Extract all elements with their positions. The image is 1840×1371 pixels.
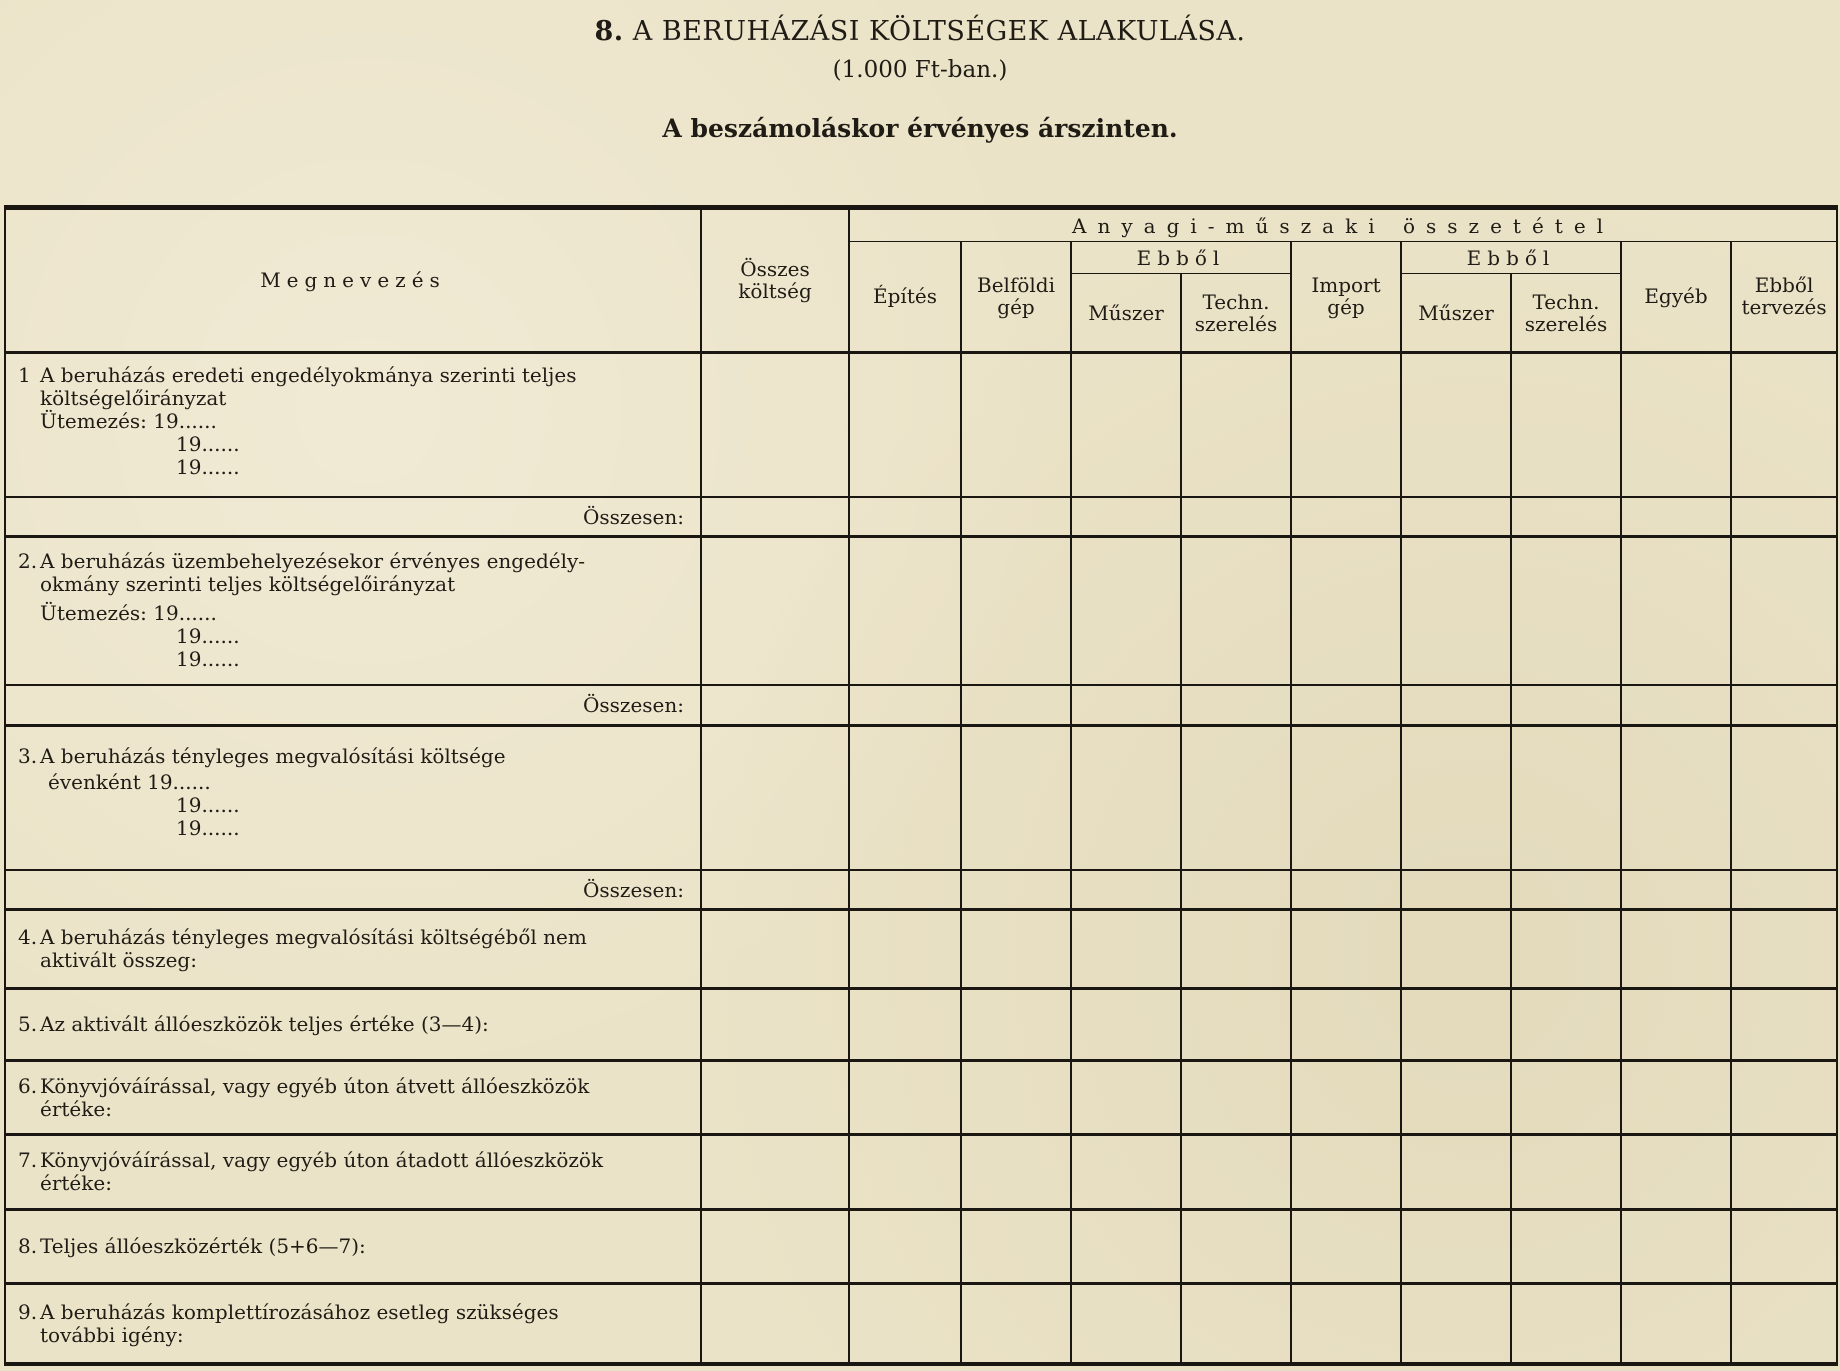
cell-empty: [1511, 537, 1621, 686]
cell-empty: [1621, 497, 1731, 537]
cell-empty: [701, 537, 849, 686]
cell-empty: [1511, 1209, 1621, 1283]
cell-empty: [1181, 910, 1291, 988]
cell-empty: [1731, 1135, 1837, 1209]
cell-empty: [1621, 910, 1731, 988]
cell-empty: [1731, 685, 1837, 725]
cell-empty: [1291, 1060, 1401, 1134]
schedule-label: Ütemezés:: [40, 601, 147, 626]
row-text-line1: A beruházás tényleges megvalósítási költsége: [40, 743, 506, 768]
cell-empty: [1071, 685, 1181, 725]
cell-empty: [1621, 1060, 1731, 1134]
table-row-4: [5, 910, 1837, 988]
cell-empty: [1071, 1135, 1181, 1209]
year-line: 19......: [176, 454, 240, 479]
row-label-1: [5, 352, 701, 497]
cell-empty: [1181, 537, 1291, 686]
cell-empty: [1401, 1209, 1511, 1283]
row-label-2: [5, 537, 701, 686]
cell-empty: [1511, 685, 1621, 725]
year-line: 19......: [176, 815, 240, 840]
cell-empty: [1511, 870, 1621, 910]
cell-empty: [1731, 1284, 1837, 1364]
cell-empty: [1181, 1284, 1291, 1364]
row-text-line2: további igény:: [40, 1322, 184, 1347]
section-number: 8.: [594, 16, 624, 47]
col-header-tech-install-1: Techn. szerelés: [1181, 274, 1291, 352]
cell-empty: [1401, 1135, 1511, 1209]
cell-empty: [1071, 1284, 1181, 1364]
cell-empty: [1621, 537, 1731, 686]
cell-empty: [701, 910, 849, 988]
row-text-line1: A beruházás eredeti engedélyokmánya szerinti teljes: [40, 362, 577, 387]
section-title: [0, 16, 1840, 47]
cell-empty: [1071, 870, 1181, 910]
cell-empty: [1071, 910, 1181, 988]
row-text-line1: A beruházás üzembehelyezésekor érvényes engedély-: [40, 549, 586, 574]
schedule-label: Ütemezés:: [40, 408, 147, 433]
col-header-building: Építés: [849, 242, 961, 353]
cell-empty: [849, 1209, 961, 1283]
row-number: 2.: [18, 549, 38, 574]
cell-empty: [1071, 352, 1181, 497]
row-text-line1: Könyvjóváírással, vagy egyéb úton átadott állóeszközök: [40, 1147, 604, 1172]
table-row-3: [5, 725, 1837, 870]
cell-empty: [1401, 1284, 1511, 1364]
row-number: 7.: [18, 1147, 38, 1172]
table-row-9: [5, 1284, 1837, 1364]
row-number: 1: [18, 362, 31, 387]
year-line: 19......: [153, 408, 217, 433]
row-number: 6.: [18, 1073, 38, 1098]
cell-empty: [849, 537, 961, 686]
cell-empty: [1401, 497, 1511, 537]
cell-empty: [849, 870, 961, 910]
cell-empty: [1291, 497, 1401, 537]
cell-empty: [849, 1284, 961, 1364]
row-text-line2: aktivált összeg:: [40, 947, 197, 972]
col-header-other: Egyéb: [1621, 242, 1731, 353]
cell-empty: [1071, 1209, 1181, 1283]
cell-empty: [1511, 1060, 1621, 1134]
cell-empty: [701, 725, 849, 870]
col-header-instrument-1: Műszer: [1071, 274, 1181, 352]
total-label: Összesen:: [5, 870, 701, 910]
cell-empty: [1731, 1209, 1837, 1283]
price-level-note: A beszámoláskor érvényes árszinten.: [662, 114, 1178, 143]
table-row-2: [5, 537, 1837, 686]
table-row-7: [5, 1135, 1837, 1209]
cell-empty: [1731, 537, 1837, 686]
col-header-tech-install-2: Techn. szerelés: [1511, 274, 1621, 352]
cell-empty: [1621, 988, 1731, 1060]
cell-empty: [961, 352, 1071, 497]
col-header-total-cost: Összes költség: [701, 208, 849, 353]
cell-empty: [1181, 1209, 1291, 1283]
row-label-8: [5, 1209, 701, 1283]
row-label-6: [5, 1060, 701, 1134]
cell-empty: [1071, 725, 1181, 870]
cell-empty: [849, 725, 961, 870]
cell-empty: [961, 870, 1071, 910]
cell-empty: [701, 685, 849, 725]
cell-empty: [1511, 352, 1621, 497]
year-line: 19......: [176, 624, 240, 649]
cell-empty: [1731, 870, 1837, 910]
cell-empty: [1621, 1209, 1731, 1283]
cell-empty: [1511, 725, 1621, 870]
cell-empty: [1401, 988, 1511, 1060]
cell-empty: [849, 1060, 961, 1134]
cell-empty: [701, 988, 849, 1060]
cell-empty: [1401, 1060, 1511, 1134]
cell-empty: [849, 910, 961, 988]
cell-empty: [1731, 725, 1837, 870]
table-row-6: [5, 1060, 1837, 1134]
row-label-3: [5, 725, 701, 870]
cell-empty: [1731, 497, 1837, 537]
row-text-line1: Teljes állóeszközérték (5+6—7):: [40, 1233, 366, 1258]
row-text-line2: értéke:: [40, 1170, 112, 1195]
total-label: Összesen:: [5, 497, 701, 537]
year-line: 19......: [176, 431, 240, 456]
cell-empty: [701, 1060, 849, 1134]
cell-empty: [961, 1209, 1071, 1283]
cell-empty: [849, 685, 961, 725]
total-row-3: [5, 870, 1837, 910]
table-row-5: [5, 988, 1837, 1060]
cell-empty: [1731, 988, 1837, 1060]
cell-empty: [1621, 725, 1731, 870]
year-line: 19......: [147, 769, 211, 794]
cell-empty: [1401, 725, 1511, 870]
cell-empty: [1621, 685, 1731, 725]
total-row-1: [5, 497, 1837, 537]
row-text-line2: költségelőirányzat: [40, 385, 227, 410]
cell-empty: [701, 870, 849, 910]
cell-empty: [1181, 1060, 1291, 1134]
col-header-import-machine: Import gép: [1291, 242, 1401, 353]
cell-empty: [1181, 352, 1291, 497]
cell-empty: [701, 497, 849, 537]
col-header-design: Ebből tervezés: [1731, 242, 1837, 353]
row-number: 4.: [18, 924, 38, 949]
cell-empty: [701, 1284, 849, 1364]
cell-empty: [849, 497, 961, 537]
cell-empty: [1621, 1135, 1731, 1209]
schedule-label: évenként: [48, 769, 141, 794]
row-text-line1: Az aktivált állóeszközök teljes értéke (3—4):: [40, 1011, 489, 1036]
total-label: Összesen:: [5, 685, 701, 725]
cell-empty: [1181, 725, 1291, 870]
cell-empty: [1181, 988, 1291, 1060]
cell-empty: [1071, 1060, 1181, 1134]
row-text-line1: Könyvjóváírással, vagy egyéb úton átvett állóeszközök: [40, 1073, 590, 1098]
cell-empty: [1401, 910, 1511, 988]
cell-empty: [961, 1284, 1071, 1364]
row-number: 3.: [18, 743, 38, 768]
header-row-1: [5, 208, 1837, 242]
table-row-1: [5, 352, 1837, 497]
cell-empty: [1291, 870, 1401, 910]
row-text-line1: A beruházás tényleges megvalósítási költségéből nem: [40, 924, 587, 949]
cell-empty: [961, 685, 1071, 725]
cell-empty: [1291, 725, 1401, 870]
unit-note: (1.000 Ft-ban.): [832, 57, 1008, 83]
row-label-9: [5, 1284, 701, 1364]
cell-empty: [1291, 537, 1401, 686]
table-row-8: [5, 1209, 1837, 1283]
investment-cost-table: [4, 205, 1838, 1366]
row-label-7: [5, 1135, 701, 1209]
row-number: 8.: [18, 1233, 38, 1258]
col-header-domestic-machine: Belföldi gép: [961, 242, 1071, 353]
row-text-line2: értéke:: [40, 1096, 112, 1121]
row-label-5: [5, 988, 701, 1060]
cell-empty: [1511, 1135, 1621, 1209]
cell-empty: [1291, 352, 1401, 497]
cell-empty: [1731, 910, 1837, 988]
row-text-line2: okmány szerinti teljes költségelőirányzat: [40, 572, 456, 597]
cell-empty: [1071, 988, 1181, 1060]
col-header-of-which-2: Ebből: [1401, 242, 1621, 274]
cell-empty: [1291, 1284, 1401, 1364]
cell-empty: [701, 352, 849, 497]
col-header-group: Anyagi-műszaki összetétel: [849, 208, 1837, 242]
col-header-of-which-1: Ebből: [1071, 242, 1291, 274]
row-label-4: [5, 910, 701, 988]
cell-empty: [1071, 537, 1181, 686]
cell-empty: [1731, 352, 1837, 497]
year-line: 19......: [153, 601, 217, 626]
cell-empty: [701, 1135, 849, 1209]
cell-empty: [1511, 910, 1621, 988]
cell-empty: [1291, 685, 1401, 725]
cell-empty: [1401, 870, 1511, 910]
cell-empty: [1511, 988, 1621, 1060]
cell-empty: [1511, 497, 1621, 537]
cell-empty: [1181, 497, 1291, 537]
cell-empty: [1401, 537, 1511, 686]
cell-empty: [1621, 870, 1731, 910]
cell-empty: [1731, 1060, 1837, 1134]
cell-empty: [1291, 1209, 1401, 1283]
cell-empty: [1401, 352, 1511, 497]
total-row-2: [5, 685, 1837, 725]
cell-empty: [961, 1135, 1071, 1209]
cell-empty: [701, 1209, 849, 1283]
cell-empty: [961, 725, 1071, 870]
cell-empty: [961, 1060, 1071, 1134]
section-title-text: A BERUHÁZÁSI KÖLTSÉGEK ALAKULÁSA.: [632, 16, 1246, 47]
cell-empty: [1181, 1135, 1291, 1209]
cell-empty: [961, 537, 1071, 686]
cell-empty: [849, 988, 961, 1060]
col-header-instrument-2: Műszer: [1401, 274, 1511, 352]
cell-empty: [1291, 910, 1401, 988]
year-line: 19......: [176, 792, 240, 817]
row-text-line1: A beruházás komplettírozásához esetleg szükséges: [40, 1299, 559, 1324]
cell-empty: [961, 910, 1071, 988]
cell-empty: [1511, 1284, 1621, 1364]
row-number: 9.: [18, 1299, 38, 1324]
cell-empty: [1181, 870, 1291, 910]
cell-empty: [849, 1135, 961, 1209]
cell-empty: [1291, 988, 1401, 1060]
cell-empty: [1401, 685, 1511, 725]
cell-empty: [961, 988, 1071, 1060]
row-number: 5.: [18, 1011, 38, 1036]
year-line: 19......: [176, 647, 240, 672]
cell-empty: [1621, 352, 1731, 497]
cell-empty: [1181, 685, 1291, 725]
cell-empty: [1291, 1135, 1401, 1209]
col-header-name: Megnevezés: [5, 208, 701, 353]
cell-empty: [1621, 1284, 1731, 1364]
cell-empty: [1071, 497, 1181, 537]
cell-empty: [849, 352, 961, 497]
cell-empty: [961, 497, 1071, 537]
